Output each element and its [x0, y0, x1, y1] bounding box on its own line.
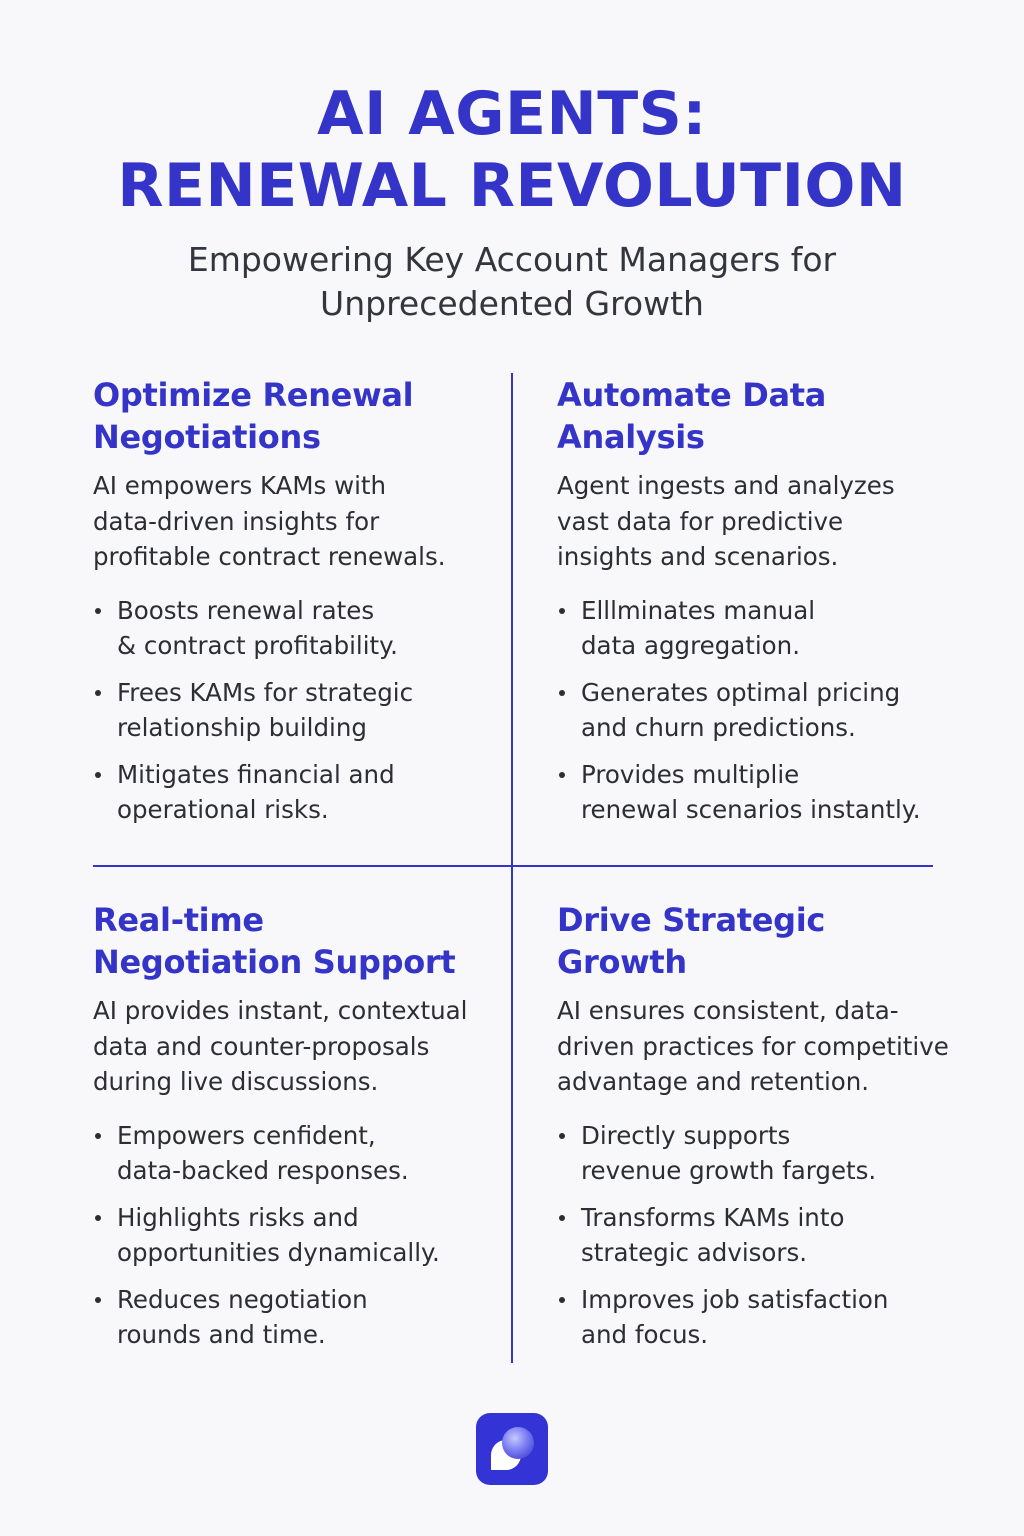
- card-description-line: Agent ingests and analyzes: [557, 471, 895, 500]
- title-line-1: AI AGENTS:: [317, 79, 707, 149]
- bullet-list: [557, 593, 977, 827]
- card-heading-line: Drive Strategic: [557, 901, 826, 939]
- bullet-line: Reduces negotiation: [117, 1284, 368, 1314]
- bullet-dot-icon: [95, 608, 101, 614]
- card-description-line: insights and scenarios.: [557, 542, 839, 571]
- bullet-dot-icon: [559, 1297, 565, 1303]
- card-heading-line: Automate Data: [557, 376, 827, 414]
- bullet-dot-icon: [95, 1215, 101, 1221]
- bullet-list: [93, 593, 493, 827]
- bullet-line: Boosts renewal rates: [117, 595, 375, 625]
- bullet-line: Highlights risks and: [117, 1202, 359, 1232]
- card-automate-data-analysis: [557, 374, 977, 843]
- card-description-line: AI ensures consistent, data-: [557, 996, 899, 1025]
- card-optimize-renewal-negotiations: [93, 374, 493, 843]
- card-description-line: AI provides instant, contextual: [93, 996, 468, 1025]
- bullet-dot-icon: [559, 1133, 565, 1139]
- bullet-item: [557, 1118, 977, 1188]
- card-heading: [557, 899, 977, 983]
- card-description-line: driven practices for competitive: [557, 1031, 949, 1061]
- page-subtitle: [0, 238, 1024, 326]
- card-heading-line: Growth: [557, 943, 687, 981]
- subtitle-line-1: Empowering Key Account Managers for: [187, 240, 837, 279]
- card-heading: [93, 374, 493, 458]
- card-heading-line: Optimize Renewal: [93, 376, 414, 414]
- bullet-line: Directly supports: [581, 1120, 791, 1150]
- bullet-dot-icon: [95, 772, 101, 778]
- bullet-line: Generates optimal pricing: [581, 677, 901, 707]
- bullet-line: Mitigates financial and: [117, 759, 395, 789]
- bullet-line: strategic advisors.: [581, 1237, 808, 1267]
- card-description-line: data and counter-proposals: [93, 1031, 430, 1061]
- card-heading-line: Negotiations: [93, 418, 321, 456]
- card-heading-line: Negotiation Support: [93, 943, 456, 981]
- bullet-line: data aggregation.: [581, 630, 800, 660]
- bullet-line: revenue growth fargets.: [581, 1155, 877, 1185]
- overlapping-circles-logo-icon: [476, 1413, 548, 1485]
- bullet-dot-icon: [559, 608, 565, 614]
- card-description: [93, 468, 493, 575]
- horizontal-divider: [93, 865, 933, 867]
- card-description: [93, 993, 493, 1100]
- card-description-line: profitable contract renewals.: [93, 542, 446, 571]
- title-line-2: RENEWAL REVOLUTION: [117, 151, 907, 221]
- bullet-dot-icon: [559, 690, 565, 696]
- bullet-line: operational risks.: [117, 794, 329, 824]
- card-drive-strategic-growth: [557, 899, 977, 1368]
- bullet-line: & contract profitability.: [117, 630, 398, 660]
- bullet-item: [93, 1200, 493, 1270]
- card-heading: [557, 374, 977, 458]
- bullet-item: [93, 757, 493, 827]
- bullet-line: and focus.: [581, 1319, 709, 1349]
- bullet-line: opportunities dynamically.: [117, 1237, 440, 1267]
- card-real-time-negotiation-support: [93, 899, 493, 1368]
- card-description-line: during live discussions.: [93, 1067, 379, 1096]
- bullet-item: [93, 675, 493, 745]
- bullet-item: [557, 1282, 977, 1352]
- bullet-dot-icon: [559, 1215, 565, 1221]
- card-description-line: AI empowers KAMs with: [93, 471, 387, 500]
- bullet-line: renewal scenarios instantly.: [581, 794, 921, 824]
- bullet-item: [557, 593, 977, 663]
- bullet-item: [557, 675, 977, 745]
- logo-mark-icon: [476, 1413, 548, 1485]
- card-heading-line: Analysis: [557, 418, 705, 456]
- card-description-line: data-driven insights for: [93, 506, 380, 536]
- bullet-dot-icon: [95, 690, 101, 696]
- page-title: [0, 78, 1024, 222]
- bullet-item: [93, 593, 493, 663]
- bullet-dot-icon: [95, 1297, 101, 1303]
- bullet-item: [93, 1118, 493, 1188]
- bullet-line: Transforms KAMs into: [581, 1202, 845, 1232]
- vertical-divider: [511, 373, 513, 1363]
- card-description-line: advantage and retention.: [557, 1067, 870, 1096]
- card-heading: [93, 899, 493, 983]
- bullet-line: and churn predictions.: [581, 712, 856, 742]
- bullet-item: [557, 757, 977, 827]
- card-description: [557, 468, 977, 575]
- bullet-item: [93, 1282, 493, 1352]
- bullet-line: Provides multiplie: [581, 759, 800, 789]
- bullet-line: Empowers cenfident,: [117, 1120, 376, 1150]
- bullet-line: Improves job satisfaction: [581, 1284, 889, 1314]
- bullet-dot-icon: [559, 772, 565, 778]
- bullet-item: [557, 1200, 977, 1270]
- bullet-line: data-backed responses.: [117, 1155, 409, 1185]
- bullet-line: relationship building: [117, 712, 367, 742]
- card-description: [557, 993, 977, 1100]
- subtitle-line-2: Unprecedented Growth: [320, 284, 704, 323]
- bullet-list: [557, 1118, 977, 1352]
- bullet-list: [93, 1118, 493, 1352]
- card-heading-line: Real-time: [93, 901, 264, 939]
- bullet-line: Frees KAMs for strategic: [117, 677, 414, 707]
- card-description-line: vast data for predictive: [557, 506, 844, 536]
- bullet-line: rounds and time.: [117, 1319, 326, 1349]
- bullet-dot-icon: [95, 1133, 101, 1139]
- bullet-line: Elllminates manual: [581, 595, 816, 625]
